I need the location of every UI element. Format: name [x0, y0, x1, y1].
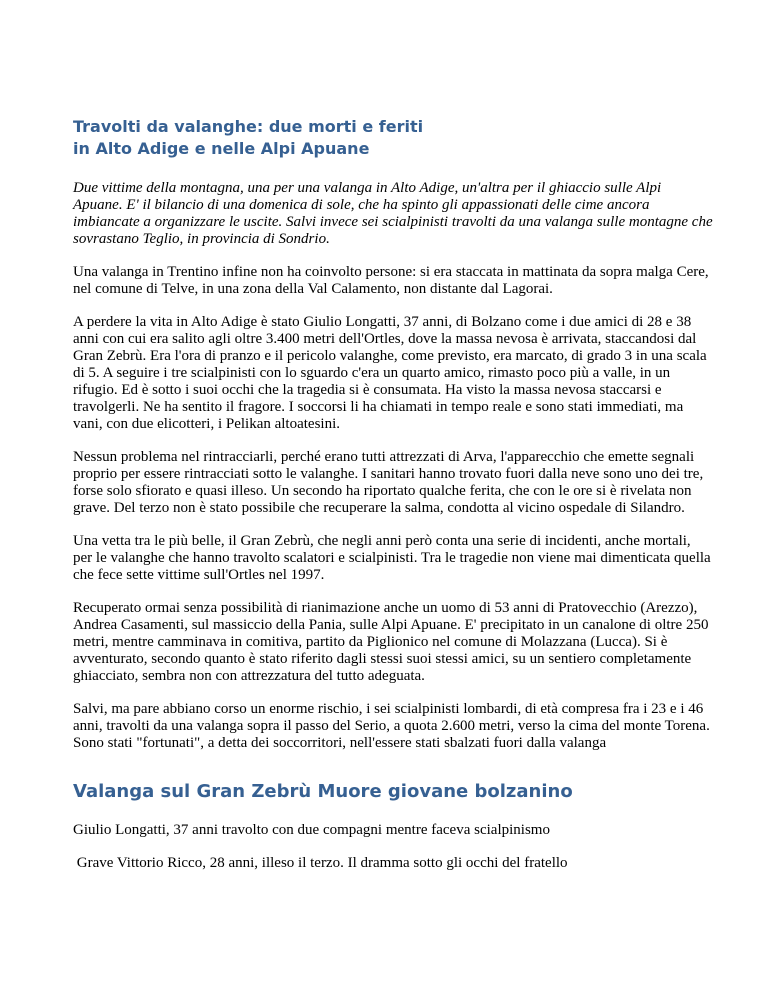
second-article-subtitle-2: Grave Vittorio Ricco, 28 anni, illeso il terzo. Il dramma sotto gli occhi del fratello: [73, 855, 568, 871]
article-paragraph-3: Nessun problema nel rintracciarli, perché erano tutti attrezzati di Arva, l'apparecchio che emette segnali proprio per essere rintracciati sotto le valanghe. I sanitari hanno trovato fuori dalla neve sono uno dei tre, forse solo sfiorato e quasi illeso. Un secondo ha riportato qualche ferita, che con le ore si è rivelata non grave. Del terzo non è stato possibile che recuperare la salma, condotta al vicino ospedale di Silandro.: [73, 449, 704, 516]
article-title-line-1: Travolti da valanghe: due morti e feriti: [73, 117, 424, 136]
article-title-line-2: in Alto Adige e nelle Alpi Apuane: [73, 139, 370, 158]
second-article-subtitle-1: Giulio Longatti, 37 anni travolto con due compagni mentre faceva scialpinismo: [73, 822, 550, 838]
article-lead: Due vittime della montagna, una per una valanga in Alto Adige, un'altra per il ghiaccio sulle Alpi Apuane. E' il bilancio di una domenica di sole, che ha spinto gli appassionati delle cime ancora imbiancate a organizzare le uscite. Salvi invece sei scialpinisti travolti da una valanga sulle montagne che sovrastano Teglio, in provincia di Sondrio.: [73, 180, 713, 247]
article-title: [73, 116, 713, 160]
article-paragraph-6: Salvi, ma pare abbiano corso un enorme rischio, i sei scialpinisti lombardi, di età compresa fra i 23 e i 46 anni, travolti da una valanga sopra il passo del Serio, a quota 2.600 metri, verso la cima del monte Torena. Sono stati "fortunati", a detta dei soccorritori, nell'essere stati sbalzati fuori dalla valanga: [73, 701, 710, 751]
second-article-title: Valanga sul Gran Zebrù Muore giovane bolzanino: [73, 781, 573, 802]
document-content: [73, 116, 713, 888]
article-paragraph-1: Una valanga in Trentino infine non ha coinvolto persone: si era staccata in mattinata da sopra malga Cere, nel comune di Telve, in una zona della Val Calamento, non distante dal Lagorai.: [73, 264, 709, 297]
article-paragraph-4: Una vetta tra le più belle, il Gran Zebrù, che negli anni però conta una serie di incidenti, anche mortali, per le valanghe che hanno travolto scalatori e scialpinisti. Tra le tragedie non viene mai dimenticata quella che fece sette vittime sull'Ortles nel 1997.: [73, 533, 711, 583]
article-paragraph-5: Recuperato ormai senza possibilità di rianimazione anche un uomo di 53 anni di Pratovecchio (Arezzo), Andrea Casamenti, sul massiccio della Pania, sulle Alpi Apuane. E' precipitato in un canalone di oltre 250 metri, mentre camminava in comitiva, partito da Piglionico nel comune di Molazzana (Lucca). Si è avventurato, secondo quanto è stato riferito dagli stessi suoi stessi amici, su un sentiero completamente ghiacciato, sembra non con attrezzatura del tutto adeguata.: [73, 600, 709, 684]
article-paragraph-2: A perdere la vita in Alto Adige è stato Giulio Longatti, 37 anni, di Bolzano come i due amici di 28 e 38 anni con cui era salito agli oltre 3.400 metri dell'Ortles, dove la massa nevosa è arrivata, staccandosi dal Gran Zebrù. Era l'ora di pranzo e il pericolo valanghe, come previsto, era marcato, di grado 3 in una scala di 5. A seguire i tre scialpinisti con lo sguardo c'era un quarto amico, rimasto poco più a valle, in un rifugio. Ed è sotto i suoi occhi che la tragedia si è consumata. Ha visto la massa nevosa staccarsi e travolgerli. Ne ha sentito il fragore. I soccorsi li ha chiamati in tempo reale e sono stati immediati, ma vani, con due elicotteri, i Pelikan altoatesini.: [73, 314, 707, 432]
